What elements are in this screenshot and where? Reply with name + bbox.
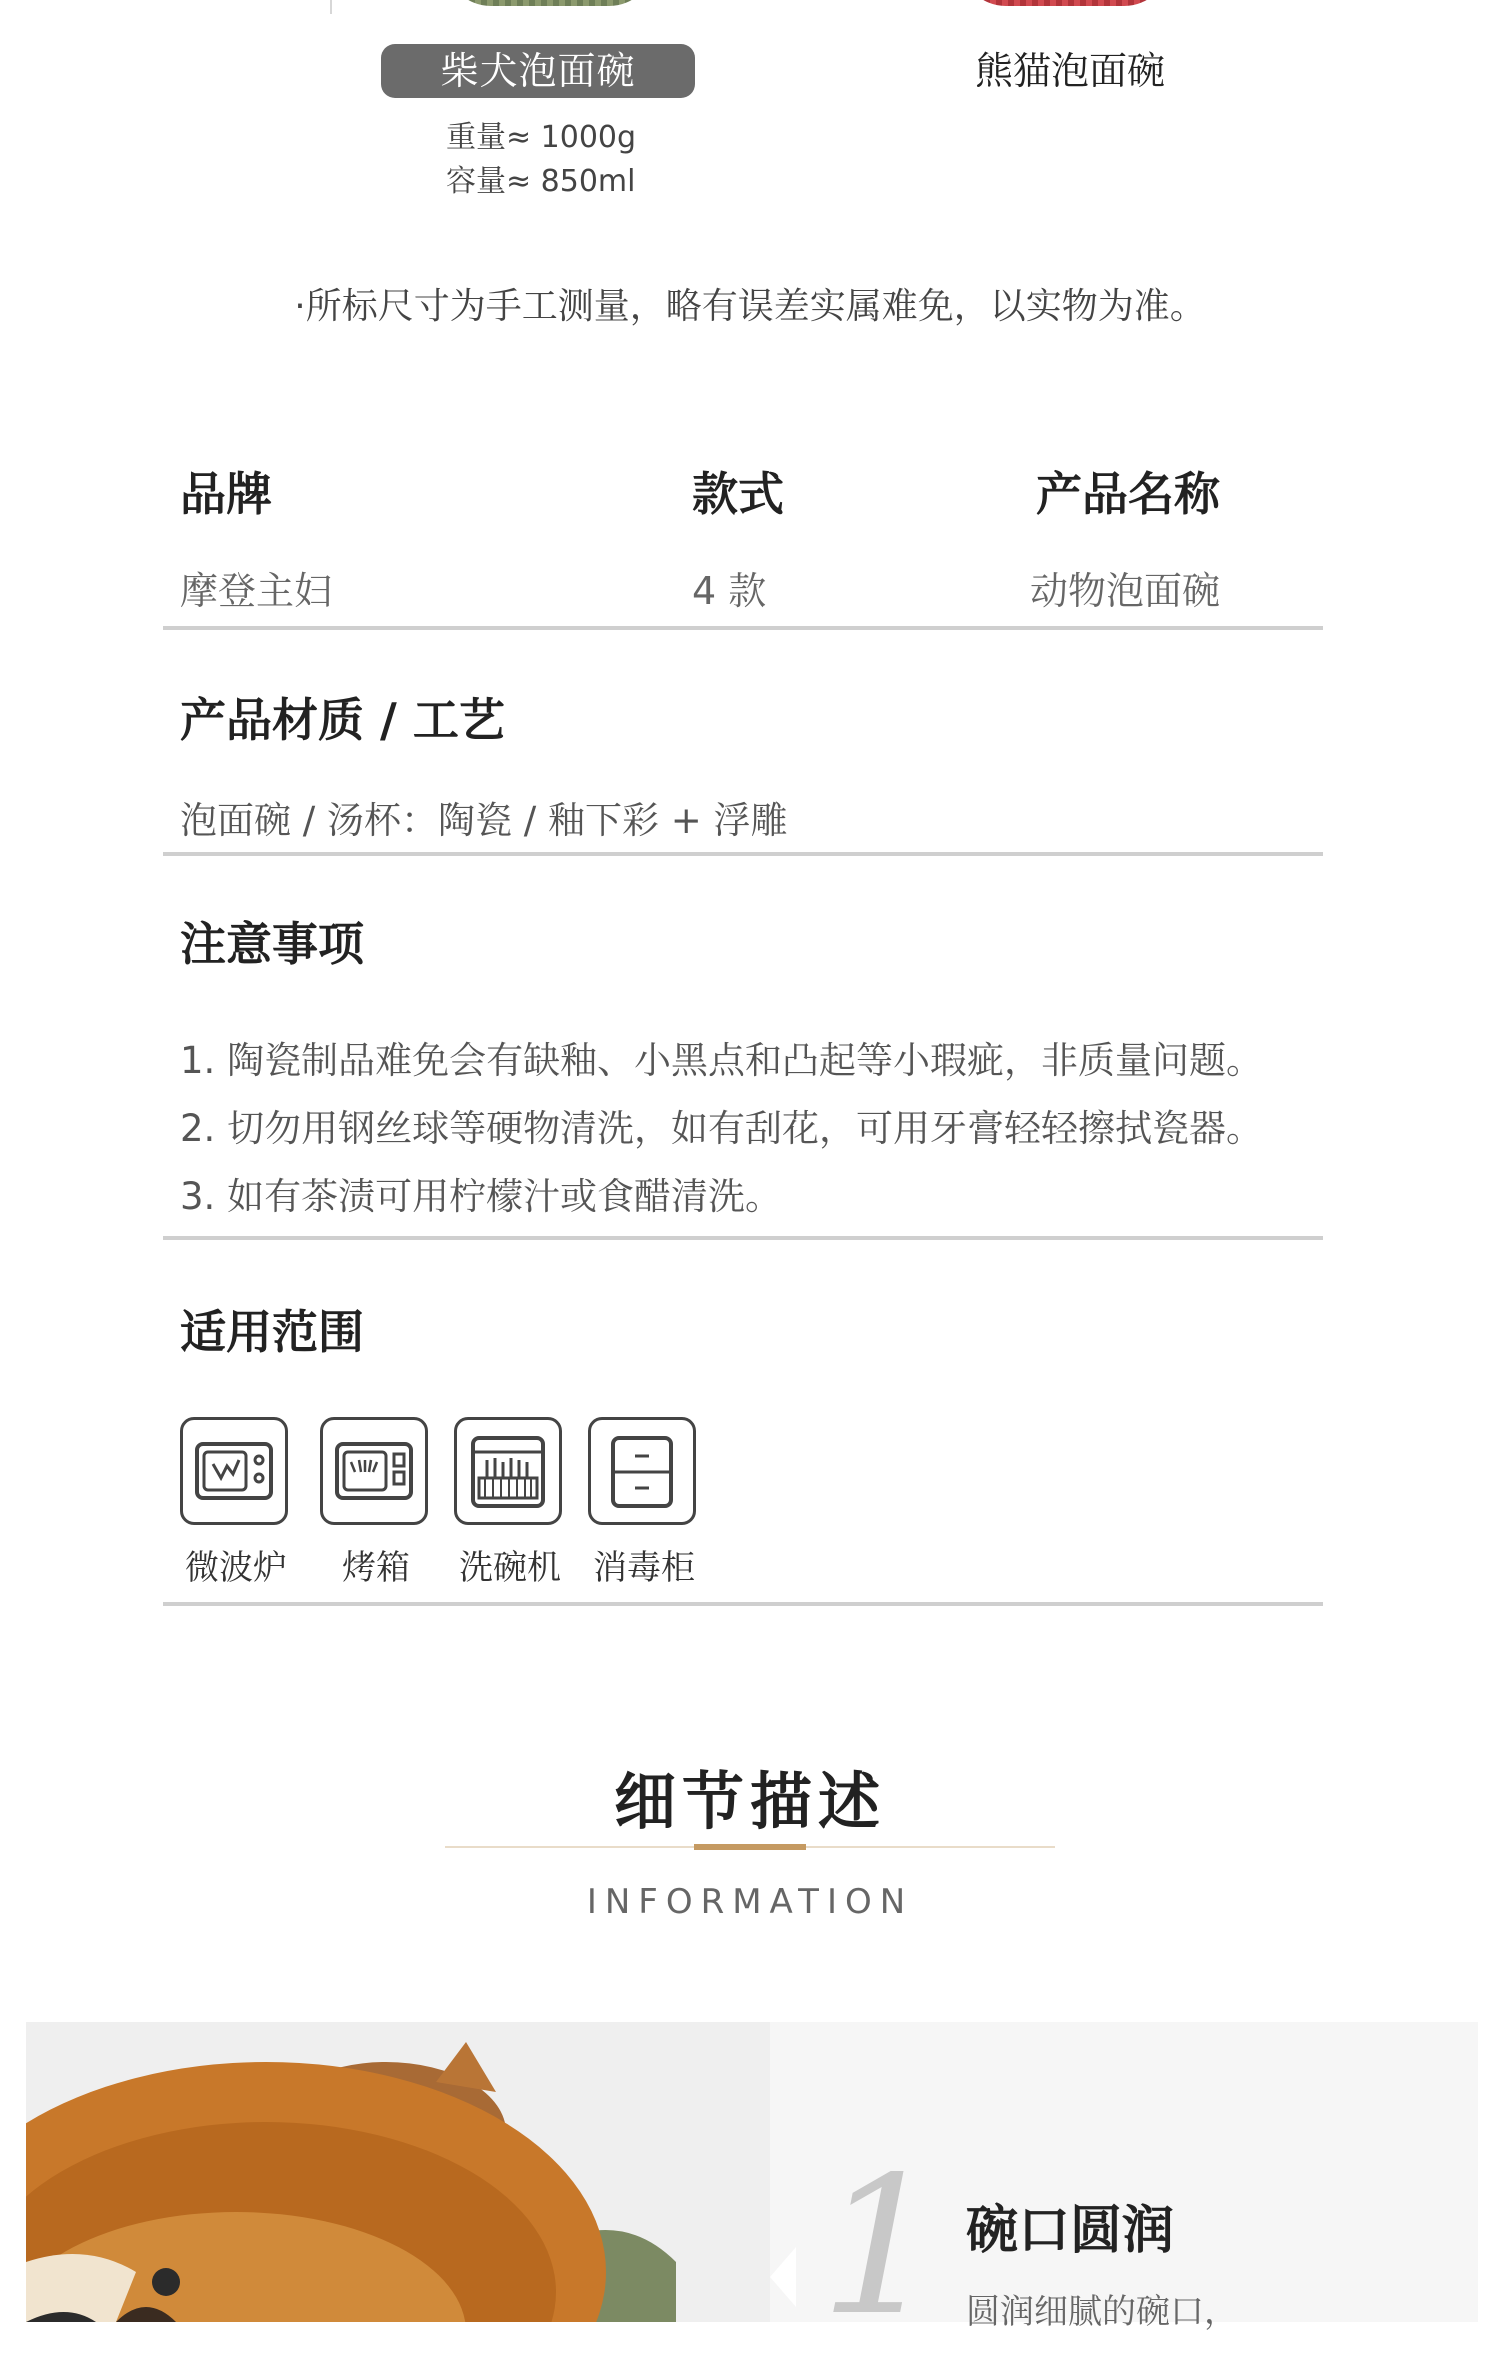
divider [163, 626, 1323, 630]
shiba-weight: 重量≈ 1000g [446, 120, 637, 155]
feature-text: 圆润细腻的碗口， [966, 2292, 1238, 2332]
style-header: 款式 [692, 467, 784, 521]
note-item: 1. 陶瓷制品难免会有缺釉、小黑点和凸起等小瑕疵，非质量问题。 [180, 1039, 1264, 1082]
detail-accent-bar [694, 1844, 806, 1850]
measurement-note: ·所标尺寸为手工测量，略有误差实属难免，以实物为准。 [294, 286, 1206, 327]
panda-bowl-image [960, 0, 1170, 6]
detail-subtitle: INFORMATION [586, 1882, 914, 1922]
feature-number: 1 [820, 2136, 941, 2357]
panda-bowl-label: 熊猫泡面碗 [974, 49, 1165, 93]
product-name-header: 产品名称 [1036, 467, 1220, 521]
note-item: 3. 如有茶渍可用柠檬汁或食醋清洗。 [180, 1175, 783, 1218]
dimension-mark [330, 0, 332, 14]
dishwasher-icon [454, 1417, 562, 1525]
divider [163, 1236, 1323, 1240]
divider [163, 1602, 1323, 1606]
style-value: 4 款 [692, 569, 767, 613]
detail-title: 细节描述 [613, 1765, 886, 1838]
shiba-capacity: 容量≈ 850ml [446, 164, 636, 199]
bowl-photo [26, 2022, 770, 2322]
sterilizer-label: 消毒柜 [593, 1548, 695, 1588]
oven-label: 烤箱 [342, 1548, 410, 1588]
brand-header: 品牌 [180, 467, 272, 521]
usage-title: 适用范围 [180, 1305, 364, 1359]
sterilizer-icon [588, 1417, 696, 1525]
oven-icon [320, 1417, 428, 1525]
notes-title: 注意事项 [180, 917, 364, 971]
shiba-bowl-image [445, 0, 655, 6]
material-title: 产品材质 / 工艺 [180, 693, 505, 747]
dishwasher-label: 洗碗机 [459, 1548, 561, 1588]
product-name-value: 动物泡面碗 [1030, 569, 1221, 613]
microwave-label: 微波炉 [185, 1548, 287, 1588]
feature-title: 碗口圆润 [966, 2201, 1175, 2261]
shiba-bowl-label: 柴犬泡面碗 [381, 44, 695, 98]
brand-value: 摩登主妇 [180, 569, 333, 613]
divider [163, 852, 1323, 856]
material-text: 泡面碗 / 汤杯：陶瓷 / 釉下彩 + 浮雕 [180, 799, 788, 842]
note-item: 2. 切勿用钢丝球等硬物清洗，如有刮花，可用牙膏轻轻擦拭瓷器。 [180, 1107, 1264, 1150]
microwave-icon [180, 1417, 288, 1525]
